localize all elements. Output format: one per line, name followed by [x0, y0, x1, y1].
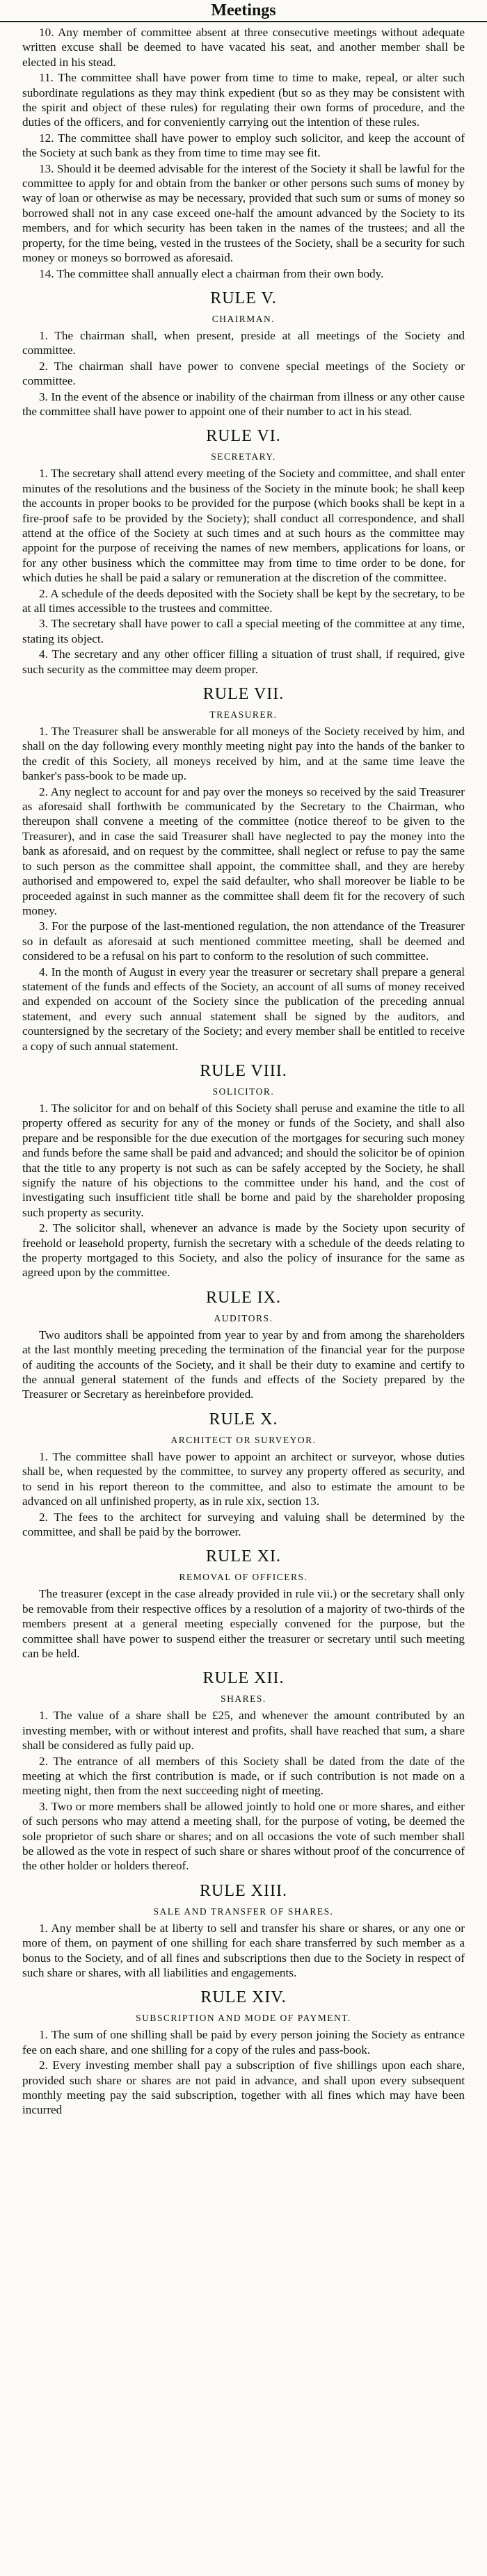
- rule-paragraph: 13. Should it be deemed advisable for the interest of the Society it shall be lawful for the committee to apply for and obtain from the banker or other persons such sums of money by way of loan or otherwise as may be necessary, provided that such sum or sums of money so borrowed shall not in any case exceed one-half the amount advanced by the Society to its members, and for which security has been taken in the names of the trustees; and all the property, for the time being, vested in the trustees of the Society, shall be a security for such money or moneys so borrowed as aforesaid.: [22, 161, 465, 265]
- rule-section: [22, 1547, 465, 1661]
- rule-subheading: SHARES.: [221, 1693, 266, 1705]
- rule-paragraph: 1. The chairman shall, when present, preside at all meetings of the Society and committee.: [22, 328, 465, 357]
- rule-section: [22, 685, 465, 1054]
- rule-heading: RULE XIV.: [200, 1988, 287, 2007]
- rule-paragraph: 14. The committee shall annually elect a chairman from their own body.: [39, 266, 384, 280]
- rule-paragraph: 3. Two or more members shall be allowed jointly to hold one or more shares, and either of such persons who may attend a meeting shall, for the purpose of voting, be deemed the sole proprietor of such share or shares; and on all occasions the vote of such member shall be allowed as the vote in respect of such share or shares without proof of the concurrence of the other holder or holders thereof.: [22, 1799, 465, 1873]
- rule-subheading: SUBSCRIPTION AND MODE OF PAYMENT.: [136, 2013, 351, 2024]
- rule-subheading: CHAIRMAN.: [211, 313, 276, 324]
- rule-heading: RULE XII.: [202, 1669, 285, 1688]
- rule-section: [22, 1289, 465, 1402]
- rule-heading: RULE XI.: [206, 1547, 281, 1566]
- rule-subheading: TREASURER.: [209, 709, 278, 721]
- rule-paragraph: 1. The committee shall have power to appoint an architect or surveyor, whose duties shall be, when requested by the committee, to survey any property offered as security, and to send in his report thereon to the committee, and also to estimate the amount to be advanced on all unfinished property, as in rule xix, section 13.: [22, 1449, 465, 1508]
- rule-heading: RULE VI.: [206, 427, 281, 446]
- rule-paragraph: 1. The solicitor for and on behalf of this Society shall peruse and examine the title to all property offered as security for any of the money or funds of the Society, and shall also prepare and be responsible for the due execution of the mortgages for securing such money and funds before the same shall be paid and advanced; and should the solicitor be of opinion that the title to any property is not such as can be safely accepted by the Society, he shall signify the nature of his objections to the committee under his hand, and the cost of investigating such insufficient title shall be borne and paid by the shareholder proposing such property as security.: [22, 1101, 465, 1219]
- rule-paragraph: 2. Any neglect to account for and pay over the moneys so received by the said Treasurer as aforesaid shall forthwith be communicated by the Secretary to the Chairman, who thereupon shall convene a meeting of the committee (notice thereof to be given to the Treasurer), and in case the said Treasurer shall have neglected to pay the money into the bank as aforesaid, and on request by the committee, shall neglect or refuse to pay the same to such person as the committee shall appoint, the committee shall, and they are hereby authorised and empowered to, expel the said defaulter, who shall moreover be liable to be proceeded against in such manner as the committee shall deem fit for the recovery of such money.: [22, 784, 465, 917]
- rule-section: [22, 1062, 465, 1280]
- rule-paragraph: 2. The entrance of all members of this Society shall be dated from the date of the meeting at which the first contribution is made, or if such contribution is not made on a meeting night, then from the next succeeding night of meeting.: [22, 1754, 465, 1798]
- rule-paragraph: 3. For the purpose of the last-mentioned regulation, the non attendance of the Treasurer so in default as aforesaid at such mentioned committee meeting, shall be deemed and considered to be a refusal on his part to conform to the resolution of such committee.: [22, 919, 465, 963]
- rule-subheading: REMOVAL OF OFFICERS.: [179, 1572, 308, 1583]
- rule-paragraph: 3. The secretary shall have power to call a special meeting of the committee at any time, stating its object.: [22, 617, 465, 645]
- rule-section: [22, 25, 465, 281]
- rule-section: [22, 1410, 465, 1539]
- rule-paragraph: 1. The value of a share shall be £25, and whenever the amount contributed by an investing member, with or without interest and profits, shall have reached that sum, a share shall be considered as fully paid up.: [22, 1709, 465, 1753]
- rule-paragraph: 4. In the month of August in every year the treasurer or secretary shall prepare a general statement of the funds and effects of the Society, an account of all sums of money received and expended on account of the Society since the publication of the preceding annual statement, and every such annual statement shall be signed by the auditors, and countersigned by the secretary of the Society; and every member shall be entitled to receive a copy of such annual statement.: [22, 965, 465, 1053]
- rule-section: [22, 1988, 465, 2117]
- rule-paragraph: 1. Any member shall be at liberty to sell and transfer his share or shares, or any one or more of them, on payment of one shilling for each share transferred by such member as a bonus to the Society, and of all fines and subscriptions then due to the Society in respect of such share or shares, with all liabilities and engagements.: [22, 1921, 465, 1980]
- rule-paragraph: Two auditors shall be appointed from year to year by and from among the shareholders at the last monthly meeting preceding the termination of the financial year for the purpose of auditing the accounts of the Society, and it shall be their duty to examine and certify to the annual general statement of the funds and effects of the Society prepared by the Treasurer or Secretary as hereinbefore provided.: [22, 1328, 465, 1401]
- rule-paragraph: 1. The Treasurer shall be answerable for all moneys of the Society received by him, and shall on the day following every monthly meeting night pay into the hands of the banker to the credit of this Society, all moneys received by him, and at the same time leave the banker's pass-book to be made up.: [22, 725, 465, 783]
- rule-heading: RULE X.: [209, 1410, 278, 1428]
- rule-paragraph: 1. The secretary shall attend every meeting of the Society and committee, and shall enter minutes of the resolutions and the business of the Society in the minute book; he shall keep the accounts in proper books to be provided for the purpose (which books shall be kept in a fire-proof safe to be provided by the Society); shall conduct all correspondence, and shall attend at the office of the Society at such times and at such hours as the committee may appoint for the purpose of receiving the names of new members, applications for loans, or for any other business which the committee may from time to time order to be done, for which duties he shall be paid a salary or remuneration at the discretion of the committee.: [22, 467, 465, 585]
- rule-heading: RULE XIII.: [200, 1881, 287, 1900]
- rule-section: [22, 289, 465, 419]
- rule-paragraph: 2. The solicitor shall, whenever an advance is made by the Society upon security of freehold or leasehold property, furnish the secretary with a schedule of the deeds relating to the property mortgaged to this Society, and also the policy of insurance for the same as agreed upon by the committee.: [22, 1221, 465, 1280]
- rule-subheading: SALE AND TRANSFER OF SHARES.: [153, 1906, 334, 1917]
- rule-paragraph: 1. The sum of one shilling shall be paid by every person joining the Society as entrance fee on each share, and one shilling for a copy of the rules and pass-book.: [22, 2028, 465, 2056]
- rule-subheading: SOLICITOR.: [212, 1086, 275, 1097]
- rule-section: [22, 1882, 465, 1981]
- rule-paragraph: 2. A schedule of the deeds deposited with the Society shall be kept by the secretary, to be at all times accessible to the trustees and committee.: [22, 586, 465, 615]
- rule-paragraph: 2. The fees to the architect for surveying and valuing shall be determined by the committee, and shall be paid by the borrower.: [22, 1510, 465, 1538]
- rule-subheading: ARCHITECT OR SURVEYOR.: [170, 1434, 317, 1445]
- rule-subheading: SECRETARY.: [211, 451, 276, 462]
- rule-paragraph: 11. The committee shall have power from time to time to make, repeal, or alter such subordinate regulations as they may think expedient (but so as they may be consistent with the spirit and object of these rules) for regulating their own forms of procedure, and the duties of the officers, and for conveniently carrying out the intention of these rules.: [22, 71, 465, 129]
- rule-subheading: AUDITORS.: [214, 1312, 273, 1323]
- rule-paragraph: 2. The chairman shall have power to convene special meetings of the Society or committee.: [22, 359, 465, 388]
- rule-paragraph: 10. Any member of committee absent at three consecutive meetings without adequate written excuse shall be deemed to have vacated his seat, and another member shall be elected in his stead.: [22, 26, 465, 69]
- rule-section: [22, 1669, 465, 1873]
- rule-paragraph: The treasurer (except in the case already provided in rule vii.) or the secretary shall only be removable from their respective offices by a resolution of a majority of two-thirds of the members present at a general meeting especially convened for the purpose, but the committee shall have power to suspend either the treasurer or secretary until such meeting can be held.: [22, 1587, 465, 1660]
- rule-paragraph: 4. The secretary and any other officer filling a situation of trust shall, if required, give such security as the committee may deem proper.: [22, 647, 465, 676]
- rule-heading: RULE VII.: [202, 685, 285, 704]
- page-header: Meetings: [0, 0, 487, 22]
- rule-heading: RULE VIII.: [200, 1061, 287, 1080]
- rule-paragraph: 2. Every investing member shall pay a subscription of five shillings upon each share, provided such share or shares are not paid in advance, and shall upon every subsequent monthly meeting pay the said subscription, together with all fines which may have been incurred: [22, 2059, 465, 2117]
- rule-paragraph: 3. In the event of the absence or inability of the chairman from illness or any other cause the committee shall have power to appoint one of their number to act in his stead.: [22, 389, 465, 418]
- rule-paragraph: 12. The committee shall have power to employ such solicitor, and keep the account of the Society at such bank as they from time to time may see fit.: [22, 131, 465, 160]
- rule-heading: RULE IX.: [206, 1288, 281, 1307]
- rule-section: [22, 427, 465, 677]
- rules-text: [22, 25, 465, 2118]
- rule-heading: RULE V.: [210, 289, 277, 307]
